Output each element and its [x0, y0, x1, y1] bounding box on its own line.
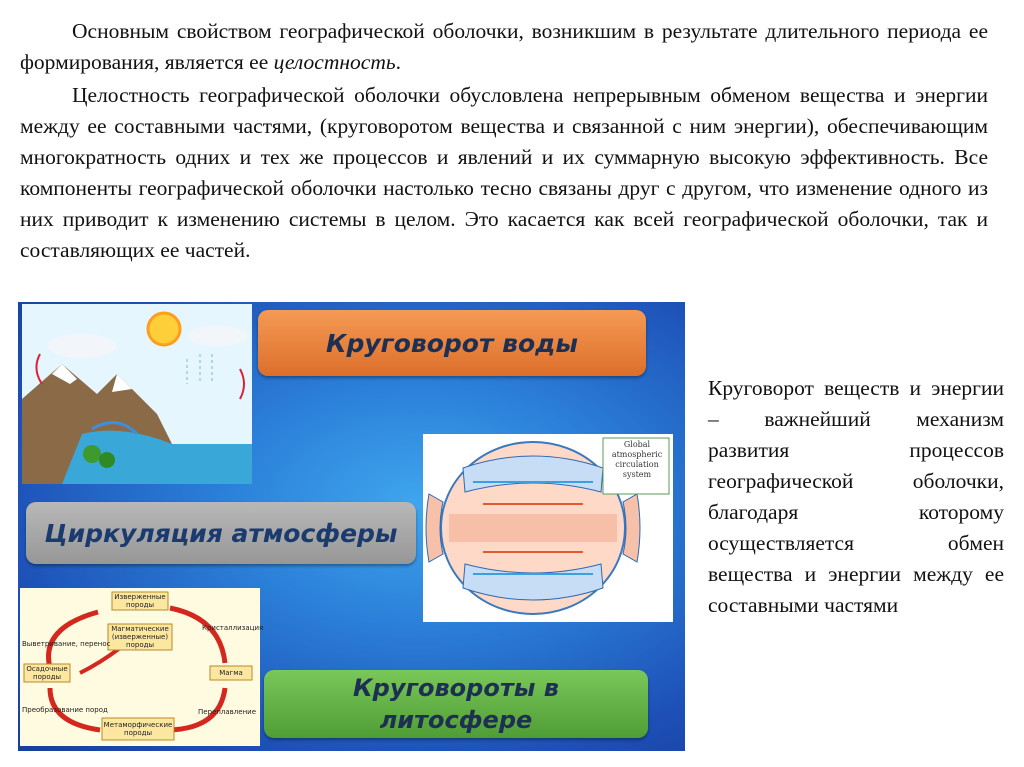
water-cycle-illustration	[22, 304, 252, 484]
globe-caption-line3: circulation	[615, 460, 659, 469]
rock-cycle-diagram	[20, 588, 264, 746]
atmosphere-circulation-banner: Циркуляция атмосферы	[26, 502, 416, 564]
paragraph1-emphasis: целостность	[273, 50, 396, 74]
globe-caption-line2: atmospheric	[611, 450, 663, 459]
paragraph1-end: .	[395, 50, 402, 74]
rock-magmatic-label	[108, 625, 172, 649]
lithosphere-cycles-banner	[264, 670, 648, 738]
rock-igneous-label	[112, 593, 168, 609]
paragraph1-text: Основным свойством географической оболочки, возникшим в результате длительного периода ее формирования, является ее	[20, 19, 988, 74]
atmospheric-circulation-diagram	[423, 434, 673, 622]
globe-caption-line4: system	[622, 470, 652, 479]
rock-transformation-label: Преобразование пород	[22, 706, 108, 714]
rock-remelting-label: Переплавление	[198, 708, 256, 716]
globe-caption-line1: Global	[623, 440, 651, 449]
paragraph-integrity-explanation: Целостность географической оболочки обусловлена непрерывным обменом вещества и энергии между ее составными частями, (круговоротом вещества и связанной с ним энергии), обеспечивающим многократность одних и тех же процессов и явлений и их суммарную высокую эффективность. Все компоненты географической оболочки настолько тесно связаны друг с другом, что изменение одного из них приводит к изменению системы в целом. Это касается как всей географической оболочки, так и составляющих ее частей.	[20, 83, 988, 262]
rock-sedimentary-line1: Осадочные	[26, 665, 68, 673]
rock-metamorphic-line2: породы	[124, 729, 152, 737]
rock-metamorphic-line1: Метаморфические	[103, 721, 173, 729]
rock-igneous-line1: Изверженные	[114, 593, 166, 601]
lithosphere-label-line1: Круговороты в	[353, 674, 559, 702]
rock-crystallization-label: Кристаллизация	[202, 624, 264, 632]
rock-sedimentary-line2: породы	[33, 673, 61, 681]
rock-magma-label: Магма	[219, 669, 243, 677]
globe-caption	[605, 440, 669, 480]
rock-sedimentary-label	[24, 665, 70, 681]
rock-metamorphic-label	[102, 721, 174, 737]
rock-magmatic-line2: (изверженные)	[111, 633, 169, 641]
water-cycle-banner: Круговорот воды	[258, 310, 646, 376]
cycles-collage	[18, 302, 685, 751]
paragraph-integrity-definition	[20, 16, 988, 78]
side-text-cycles-mechanism: Круговорот веществ и энергии – важнейший механизм развития процессов географической оболочки, благодаря которому осуществляется обмен вещества и энергии между ее составными частями	[708, 376, 1004, 617]
rock-weathering-label: Выветривание, перенос	[22, 640, 111, 648]
lithosphere-label-line2: литосфере	[379, 706, 533, 734]
rock-magmatic-line3: породы	[126, 641, 154, 649]
rock-igneous-line2: породы	[126, 601, 154, 609]
rock-magmatic-line1: Магматические	[111, 625, 169, 633]
